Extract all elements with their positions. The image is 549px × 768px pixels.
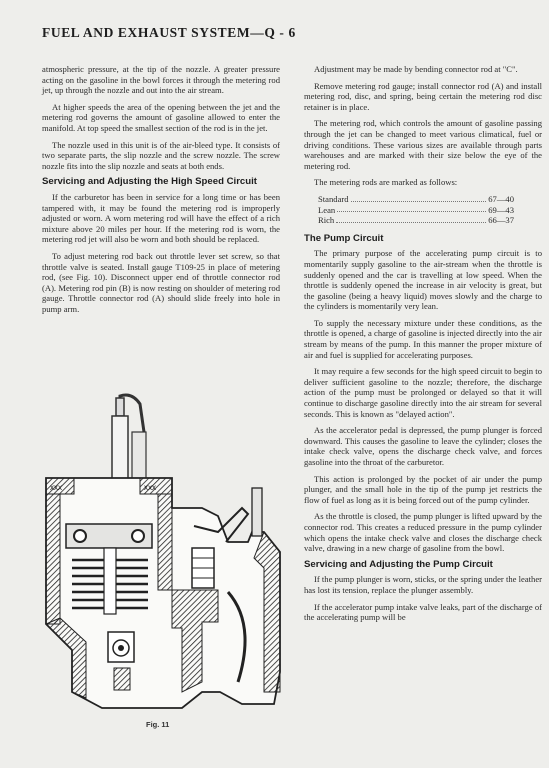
paragraph: To adjust metering rod back out throttle lever set screw, so that throttle valve is seated. Install gauge T109-25 in place of metering rod, (see Fig. 10). Disconnect upper end of throttle connector rod (A). Metering rod pin (B) is now resting on shoulder of metering rod gauge. Throttle connector rod (A) should slide freely into hole in pump arm. xyxy=(42,250,280,314)
rod-row xyxy=(318,215,514,226)
paragraph: This action is prolonged by the pocket of air under the pump plunger, and the small hole in the tip of the pump jet restricts the flow of fuel as long as it is being forced out of the pump cylinder. xyxy=(304,473,542,505)
rod-name: Lean xyxy=(318,204,336,215)
left-column xyxy=(42,64,280,320)
page-header: FUEL AND EXHAUST SYSTEM—Q - 6 xyxy=(42,25,296,40)
paragraph: It may require a few seconds for the high speed circuit to begin to deliver sufficient gasoline to the nozzle; therefore, the discharge action of the pump must be prolonged or delayed so that it will continue to discharge gasoline directly into the air stream for several seconds. This is known as "delayed action". xyxy=(304,366,542,419)
paragraph: The nozzle used in this unit is of the air-bleed type. It consists of two separate parts, the slip nozzle and the screw nozzle. The screw nozzle fits into the slip nozzle and seats at both ends. xyxy=(42,139,280,171)
paragraph: The primary purpose of the accelerating pump circuit is to momentarily supply gasoline to the air-stream when the throttle is suddenly opened and the car is travelling at low speed. When the throttle is suddenly opened the increase in air velocity is great, but the gasoline (being a heavy liquid) moves slowly and the charge to the cylinders is momentarily very lean. xyxy=(304,248,542,312)
svg-text:xxx: xxx xyxy=(144,483,156,492)
section-heading: The Pump Circuit xyxy=(304,232,384,244)
right-column xyxy=(304,64,542,629)
rod-value: 67—40 xyxy=(488,193,514,204)
paragraph: The metering rods are marked as follows: xyxy=(314,177,458,188)
svg-text:xxx: xxx xyxy=(50,483,62,492)
paragraph: Remove metering rod gauge; install connector rod (A) and install metering rod, disc, and spring, being certain the metering rod disc retainer is in place. xyxy=(304,80,542,112)
rod-row xyxy=(318,205,514,216)
rod-name: Standard xyxy=(318,193,349,204)
paragraph: If the accelerator pump intake valve leaks, part of the discharge of the accelerating pump will be xyxy=(304,601,542,623)
metering-rod-list xyxy=(318,194,542,226)
rod-value: 66—37 xyxy=(488,215,514,226)
section-heading: Servicing and Adjusting the High Speed Circuit xyxy=(42,176,257,188)
rod-value: 69—43 xyxy=(488,204,514,215)
paragraph: As the throttle is closed, the pump plunger is lifted upward by the connector rod. This creates a reduced pressure in the pump cylinder which opens the intake check valve and closes the discharge check valve, drawing in a new charge of gasoline from the bowl. xyxy=(304,511,542,554)
paragraph: The metering rod, which controls the amount of gasoline passing through the jet can be changed to meet various climatical, fuel or driving conditions. These various sizes are available through parts warehouses and are marked with their size below the eye of the metering rod. xyxy=(304,118,542,171)
paragraph: As the accelerator pedal is depressed, the pump plunger is forced downward. This causes the gasoline to leave the cylinder; closes the intake check valve, opens the discharge check valve, and forces gasoline into the throat of the carburetor. xyxy=(304,425,542,467)
figure-caption: Fig. 11 xyxy=(146,720,170,729)
rod-row xyxy=(318,194,514,205)
rod-name: Rich xyxy=(318,215,335,226)
paragraph: If the pump plunger is worn, sticks, or the spring under the leather has lost its tension, replace the plunger assembly. xyxy=(304,574,542,595)
paragraph: atmospheric pressure, at the tip of the nozzle. A greater pressure acting on the gasoline in the bowl forces it through the metering rod jet, up through the nozzle and out into the air stream. xyxy=(42,64,280,96)
section-heading: Servicing and Adjusting the Pump Circuit xyxy=(304,558,493,570)
paragraph: If the carburetor has been in service for a long time or has been tampered with, it may be found the metering rod is improperly adjusted or worn. A worn metering rod will have the effect of a rich mixture above 20 miles per hour. If the metering rod is worn, the metering rod jet will also be worn and both should be replaced. xyxy=(42,191,280,245)
paragraph: To supply the necessary mixture under these conditions, as the throttle is opened, a charge of gasoline is injected directly into the air stream by means of the pump. In this manner the proper mixture of air and fuel is supplied for accelerating purposes. xyxy=(304,317,542,360)
carburetor-cutaway-diagram xyxy=(42,392,290,712)
paragraph: Adjustment may be made by bending connector rod at "C". xyxy=(314,64,518,74)
paragraph: At higher speeds the area of the opening between the jet and the metering rod governs the amount of gasoline allowed to enter the manifold. At top speed the smallest section of the rod is in the jet. xyxy=(42,101,280,133)
